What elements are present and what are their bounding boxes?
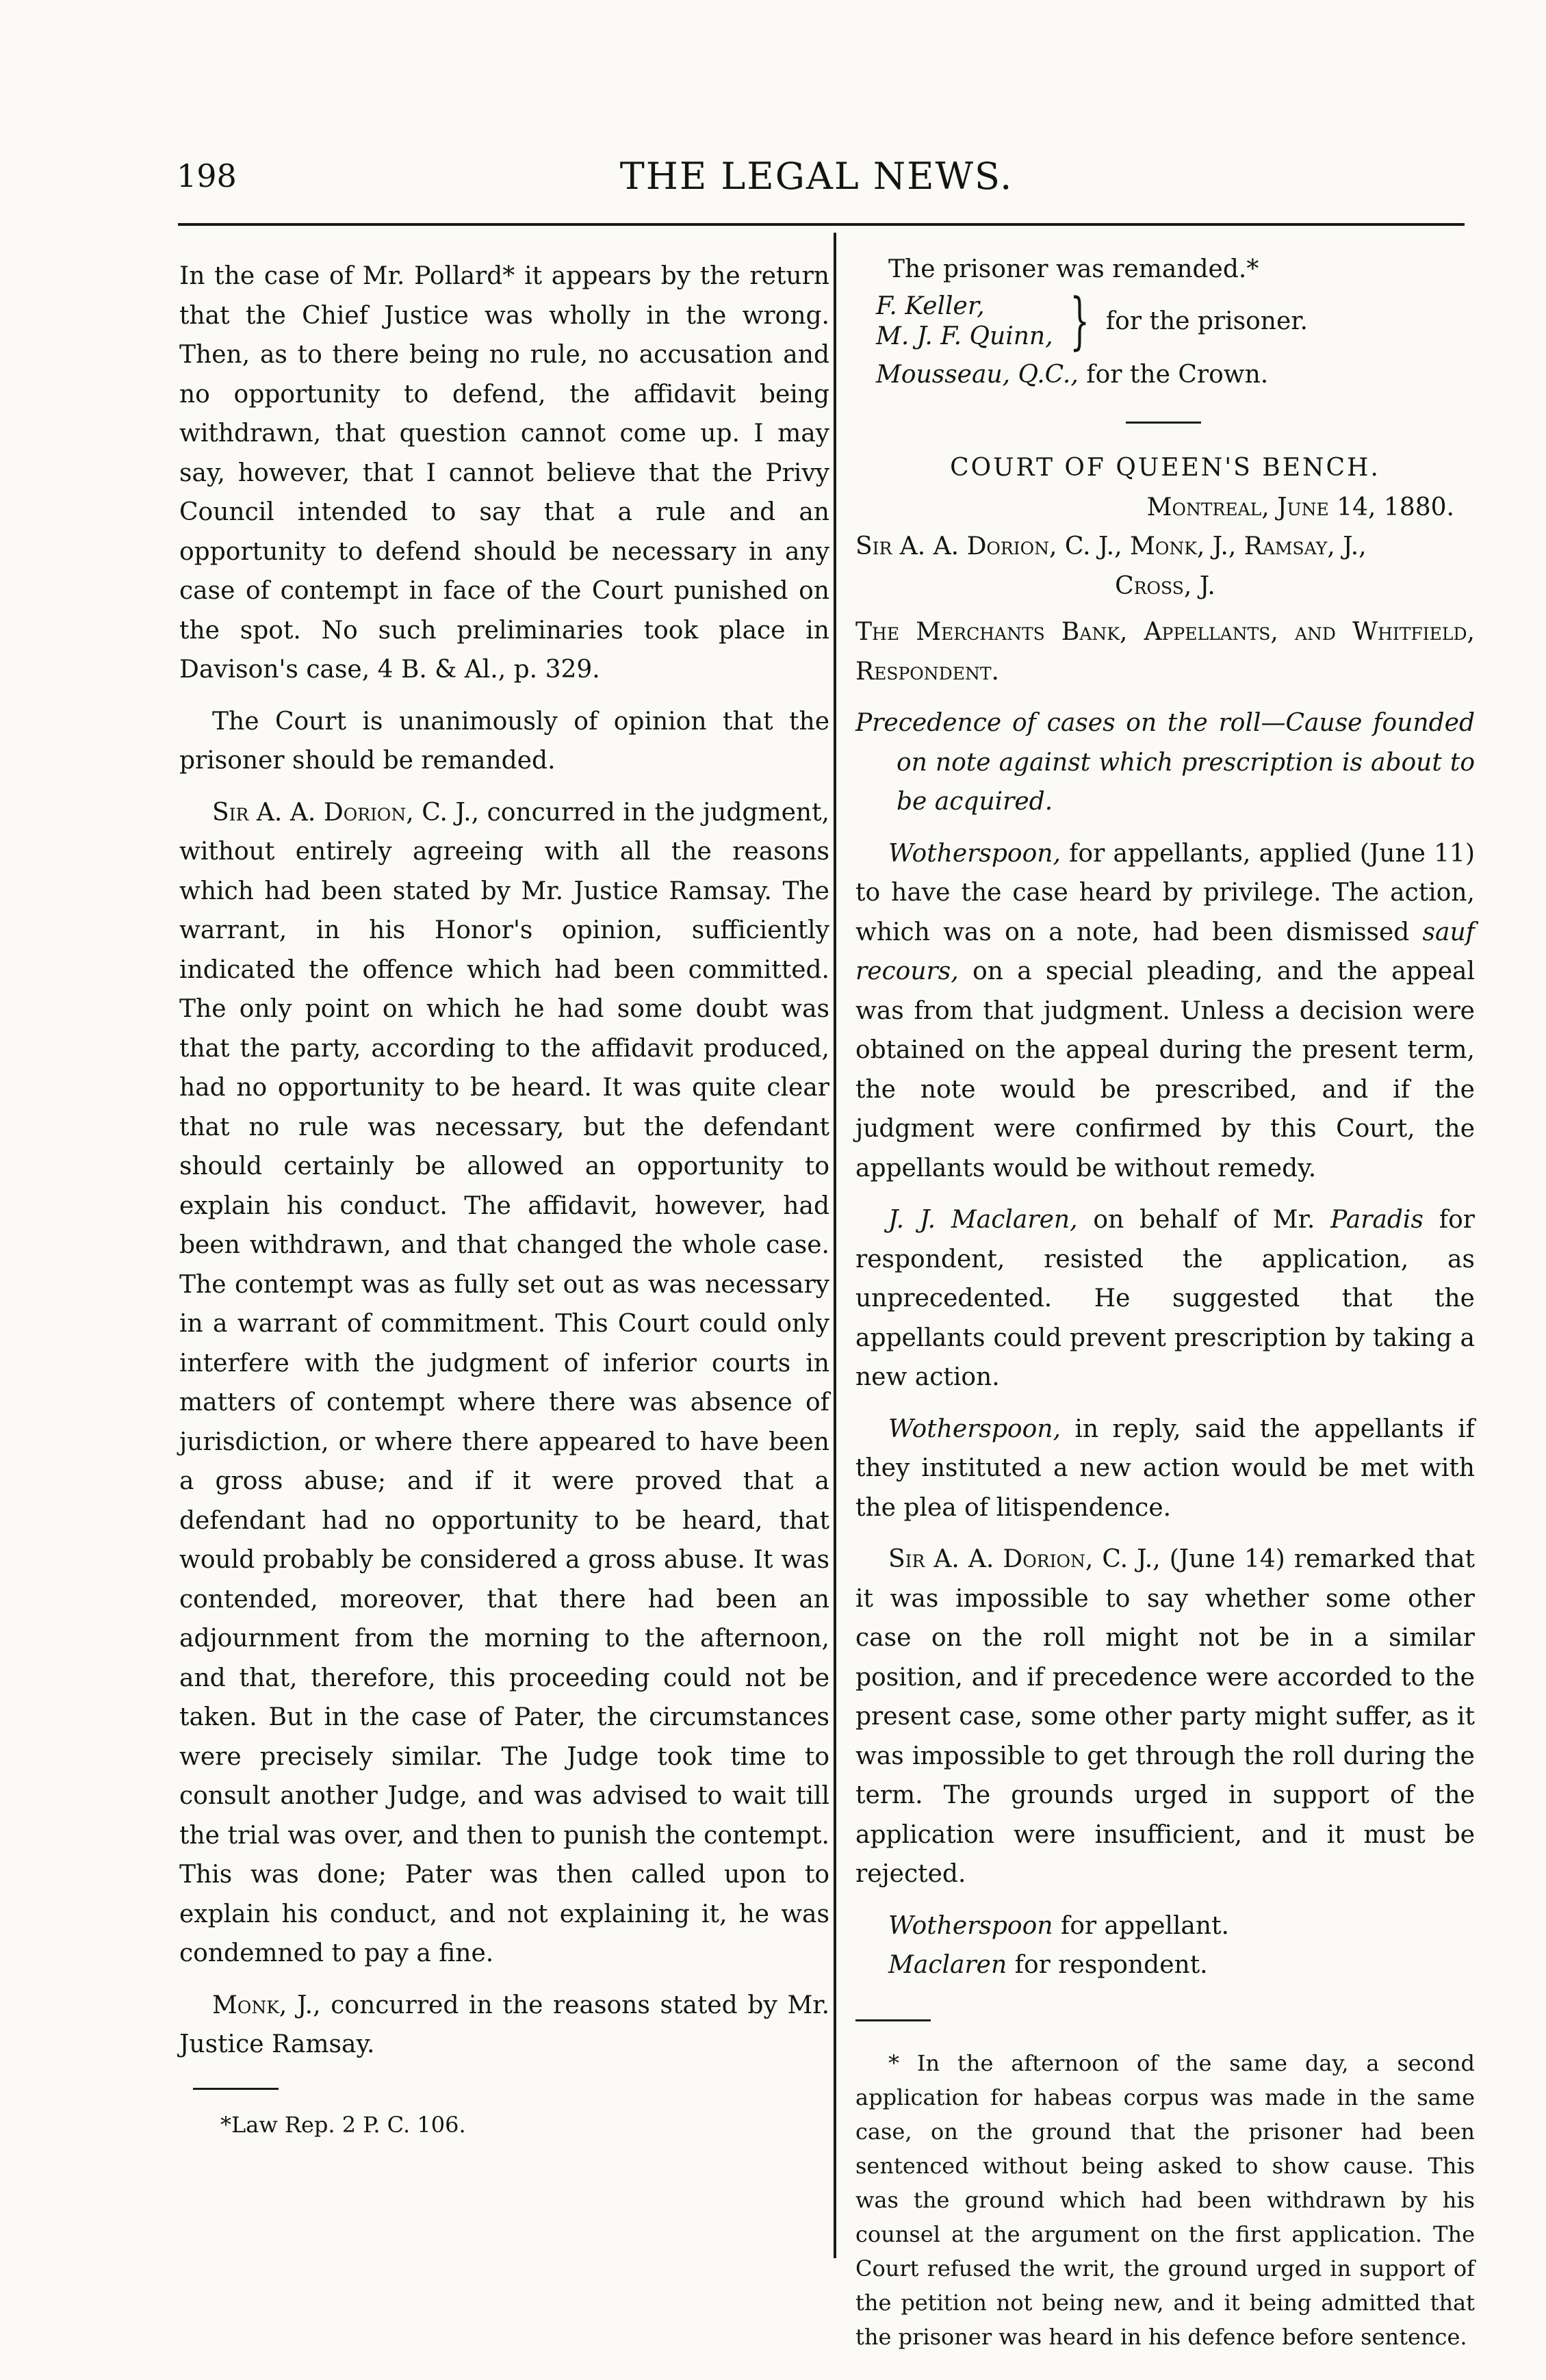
parties: The Merchants Bank, Appellants, and Whitfield, Respondent. bbox=[855, 618, 1475, 686]
right-footnote: * In the afternoon of the same day, a second application for habeas corpus was made in the same case, on the ground that the prisoner had been sentenced without being asked to show cause. This was the ground which had been withdrawn by his counsel at the argument on the first application. The Court refused the writ, the ground urged in support of the petition not being new, and it being admitted that the prisoner was heard in his defence before sentence. bbox=[855, 2049, 1475, 2350]
wotherspoon-paragraph bbox=[855, 834, 1475, 1189]
para-italic: Paradis bbox=[1330, 1206, 1423, 1234]
counsel-name: F. Keller, bbox=[876, 292, 985, 320]
counsel-role: for the prisoner. bbox=[1105, 307, 1308, 335]
left-footnote: *Law Rep. 2 P. C. 106. bbox=[220, 2111, 466, 2138]
prisoner-counsel bbox=[876, 285, 1475, 357]
dorion-paragraph bbox=[179, 793, 829, 1974]
dorion-text: concurred in the judgment, without entirely agreeing with all the reasons which had been stated by Mr. Justice Ramsay. The warrant, in his Honor's opinion, sufficiently indicated the offence which had been committed. The only point on which he had some doubt was that the party, according to the affidavit produced, had no opportunity to be heard. It was quite clear that no rule was necessary, but the defendant should certainly be allowed an opportunity to explain his conduct. The affidavit, however, had been withdrawn, and that changed the whole case. The contempt was as fully set out as was necessary in a warrant of commitment. This Court could only interfere with the judgment of inferior courts in matters of contempt where there was absence of jurisdiction, or where there appeared to have been a gross abuse; and if it were proved that a defendant had no opportunity to be heard, that would probably be considered a gross abuse. It was contended, moreover, that there had been an adjournment from the morning to the afternoon, and that, therefore, this proceeding could not be taken. But in the case of Pater, the circumstances were precisely similar. The Judge took time to consult another Judge, and was advised to wait till the trial was over, and then to punish the contempt. This was done; Pater was then called upon to explain his conduct, and not explaining it, he was condemned to pay a fine. bbox=[179, 798, 829, 1967]
counsel-name: Maclaren bbox=[888, 1951, 1007, 1979]
date-line: Montreal, June 14, 1880. bbox=[1146, 493, 1454, 521]
journal-title: THE LEGAL NEWS. bbox=[619, 155, 1014, 198]
monk-text: concurred in the reasons stated by Mr. Justice Ramsay. bbox=[179, 1991, 830, 2058]
maclaren-paragraph bbox=[855, 1200, 1475, 1397]
column-divider bbox=[834, 233, 836, 2258]
bench-line: Sir A. A. Dorion, C. J., Monk, J., Ramsay, J., bbox=[855, 532, 1367, 560]
para-italic: sauf recours, bbox=[855, 918, 1475, 985]
counsel-names bbox=[876, 292, 1053, 352]
para-text: (June 14) remarked that it was impossible to say whether some other case on the roll might not be in a similar position, and if precedence were accorded to the present case, some other party might suffer, as it was impossible to get through the roll during the term. The grounds urged in support of the application were insufficient, and it must be rejected. bbox=[855, 1545, 1475, 1888]
brace-glyph: } bbox=[1069, 285, 1090, 357]
counsel-name: Mousseau, Q.C., bbox=[876, 360, 1079, 389]
counsel-role: for appellant. bbox=[1053, 1911, 1229, 1940]
headnote: Precedence of cases on the roll—Cause founded on note against which prescription is about to be acquired. bbox=[855, 709, 1475, 816]
respondent-counsel-line bbox=[855, 1945, 1475, 1985]
counsel-name: J. J. Maclaren, bbox=[888, 1206, 1078, 1234]
judge-name: Sir A. A. Dorion, C. J., bbox=[212, 798, 480, 827]
dorion-remark-paragraph bbox=[855, 1540, 1475, 1894]
counsel-name: Wotherspoon bbox=[888, 1911, 1053, 1940]
counsel-name: Wotherspoon, bbox=[888, 839, 1061, 868]
monk-paragraph bbox=[179, 1986, 829, 2065]
counsel-name: M. J. F. Quinn, bbox=[876, 322, 1053, 350]
counsel-role: for respondent. bbox=[1007, 1951, 1208, 1979]
court-title: COURT OF QUEEN'S BENCH. bbox=[950, 454, 1380, 482]
judge-name: Sir A. A. Dorion, C. J., bbox=[888, 1545, 1161, 1573]
para-text: in reply, said the appellants if they instituted a new action would be met with the plea of litispendence. bbox=[855, 1414, 1475, 1522]
page-header bbox=[163, 149, 1470, 204]
right-column bbox=[855, 250, 1475, 2354]
footnote-rule bbox=[855, 2019, 931, 2021]
counsel-name: Wotherspoon, bbox=[888, 1414, 1061, 1443]
unanimous-paragraph: The Court is unanimously of opinion that the prisoner should be remanded. bbox=[179, 707, 829, 775]
remanded-line: The prisoner was remanded.* bbox=[888, 255, 1259, 283]
para-text: for respondent, resisted the application, as unprecedented. He suggested that the appellants could prevent prescription by taking a new action. bbox=[855, 1206, 1476, 1391]
counsel-role: for the Crown. bbox=[1078, 360, 1269, 389]
pollard-paragraph: In the case of Mr. Pollard* it appears by the return that the Chief Justice was wholly in the wrong. Then, as to there being no rule, no accusation and no opportunity to defend, the affidavit being withdrawn, that question cannot come up. I may say, however, that I cannot believe that the Privy Council intended to say that a rule and an opportunity to defend should be necessary in any case of contempt in face of the Court punished on the spot. No such preliminaries took place in Davison's case, 4 B. & Al., p. 329. bbox=[179, 262, 829, 684]
appellant-counsel-line bbox=[855, 1906, 1475, 1946]
crown-counsel bbox=[855, 355, 1475, 395]
para-text: on a special pleading, and the appeal was from that judgment. Unless a decision were obtained on the appeal during the present term, the note would be prescribed, and if the judgment were confirmed by this Court, the appellants would be without remedy. bbox=[855, 957, 1475, 1182]
judge-name: Monk, J., bbox=[212, 1991, 321, 2019]
page-number: 198 bbox=[177, 157, 237, 194]
para-text: on behalf of Mr. bbox=[1077, 1206, 1331, 1234]
footnote-rule bbox=[193, 2088, 279, 2090]
bench-line: Cross, J. bbox=[1115, 571, 1215, 600]
left-column bbox=[179, 257, 829, 2142]
reply-paragraph bbox=[855, 1410, 1475, 1528]
section-rule bbox=[1126, 422, 1201, 424]
header-rule bbox=[178, 223, 1465, 226]
para-text: for appellants, applied (June 11) to have the case heard by privilege. The action, which was on a note, had been dismissed bbox=[855, 839, 1475, 946]
